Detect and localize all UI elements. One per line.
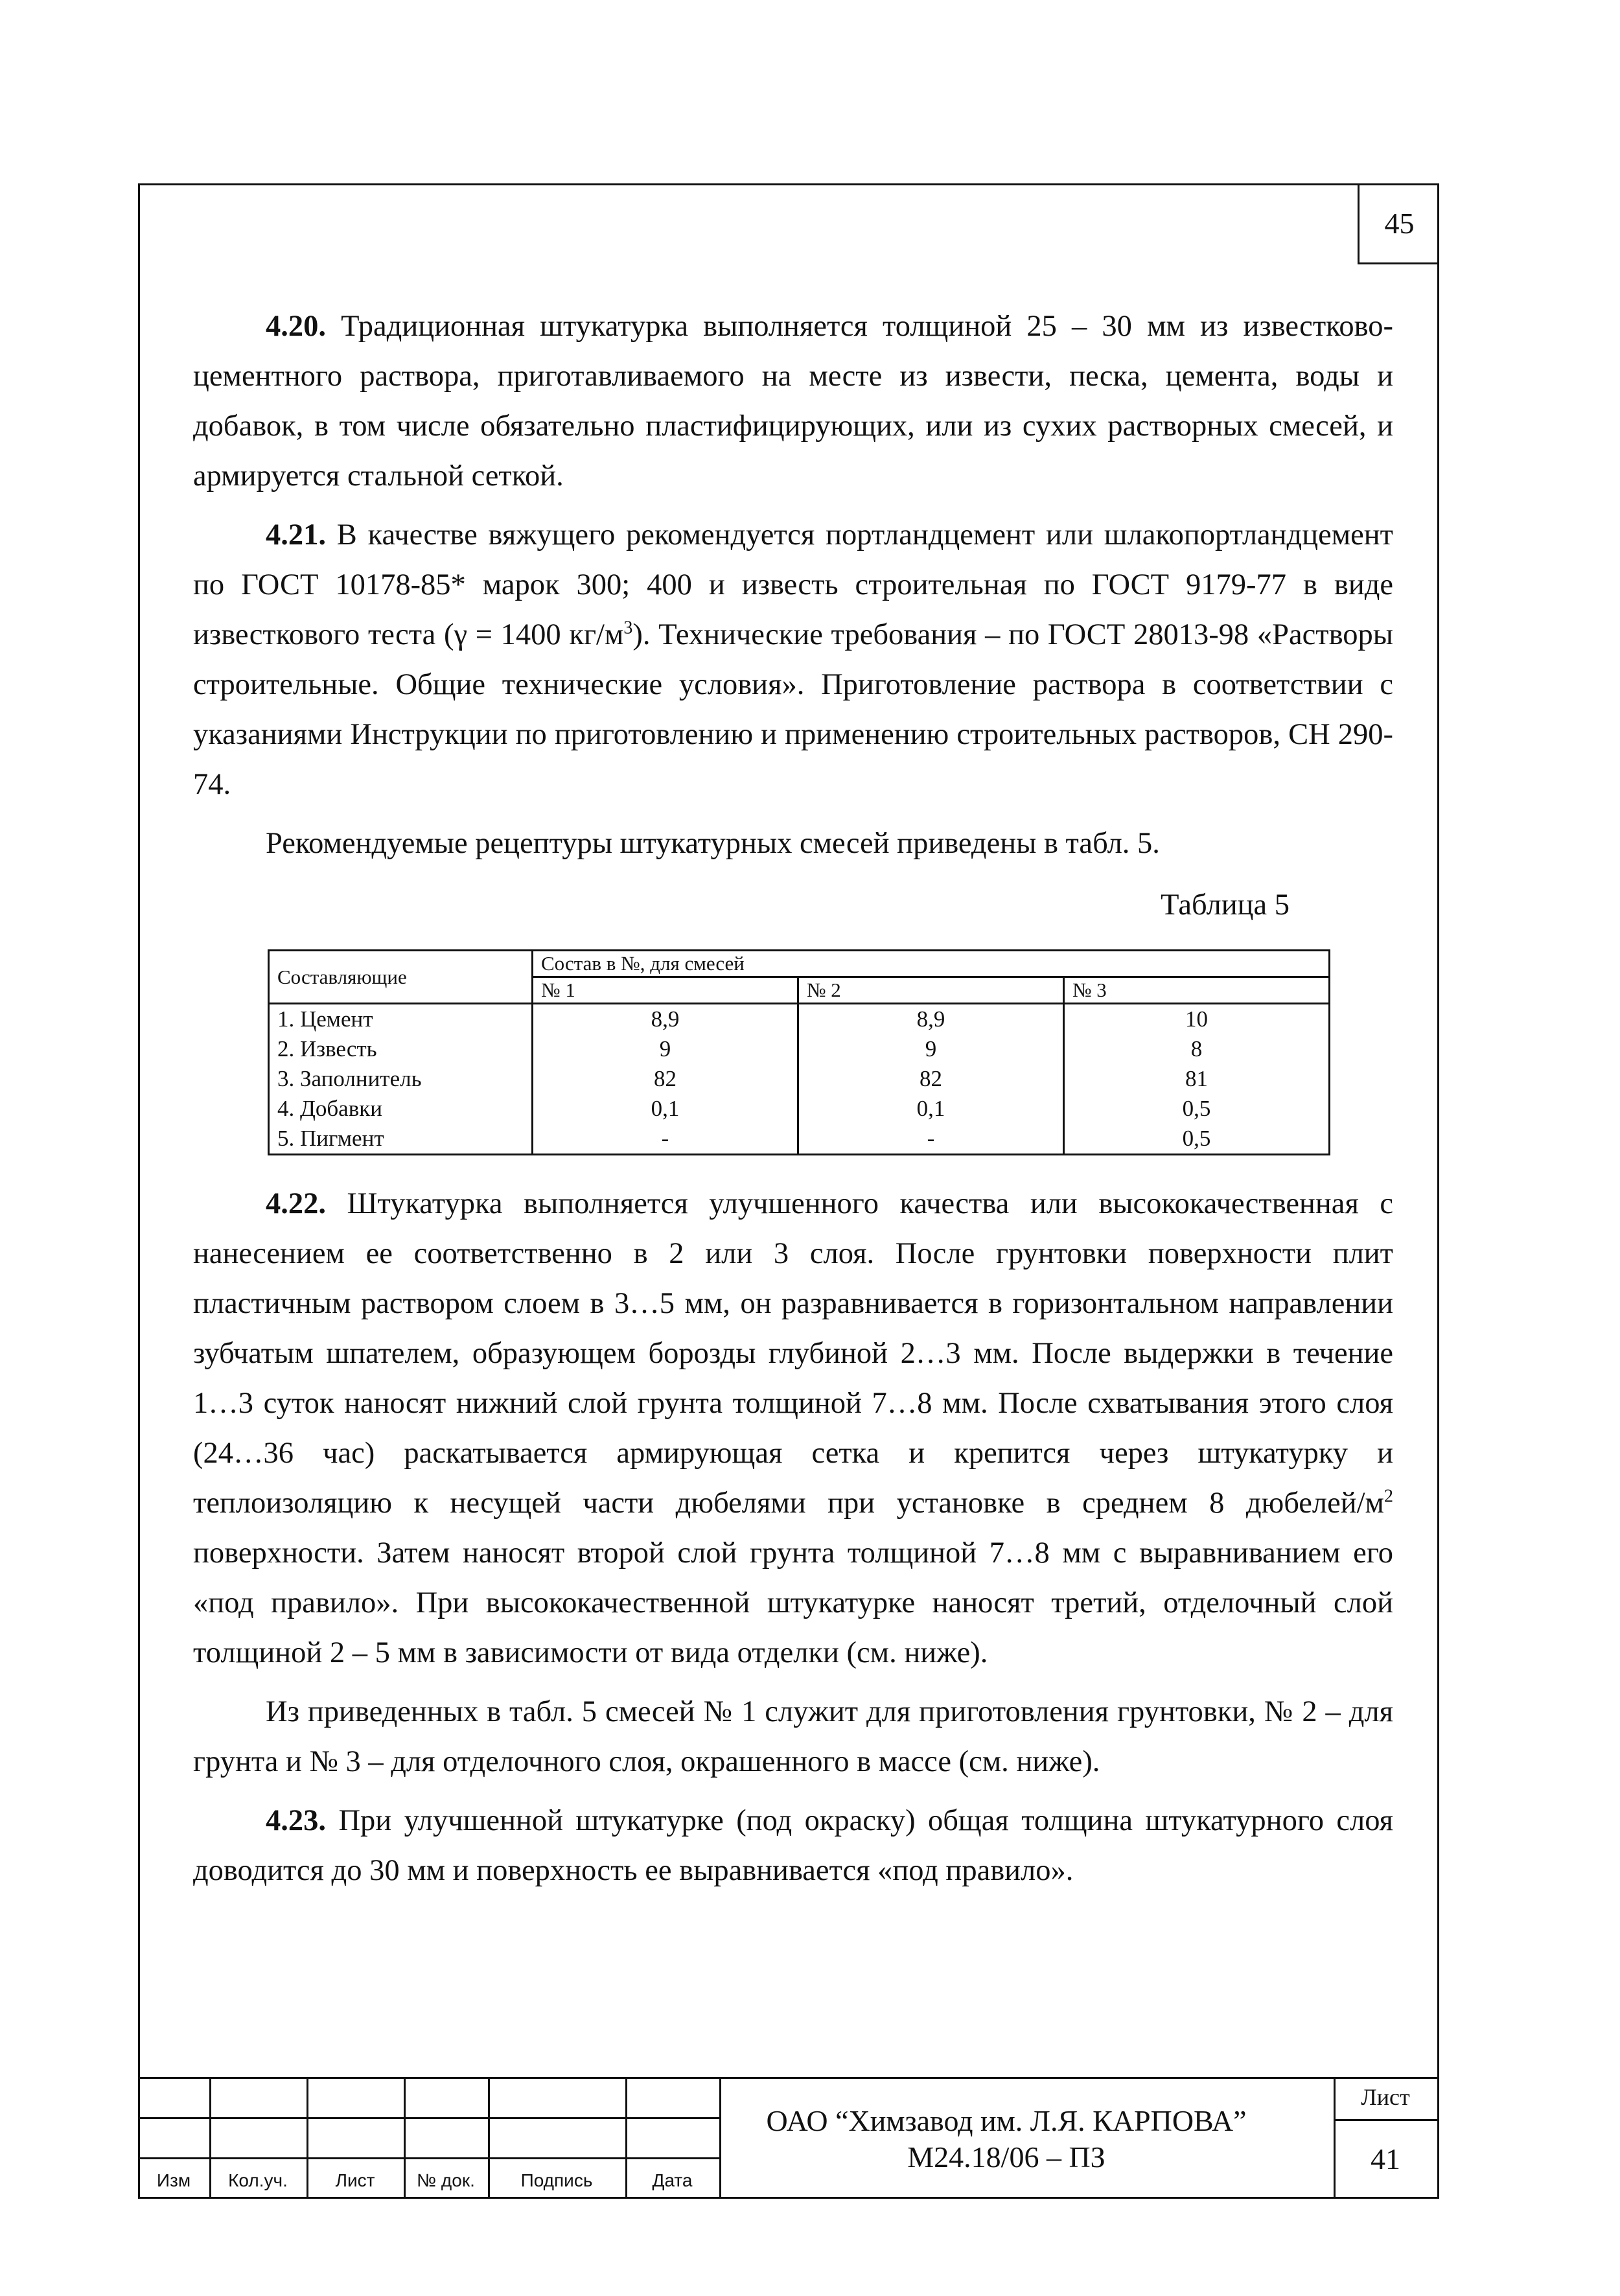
mix-3-value: 0,5: [1063, 1124, 1329, 1155]
paragraph-number: 4.23.: [266, 1804, 326, 1837]
table-header-group: Состав в №, для смесей: [533, 951, 1330, 977]
mix-2-value: 9: [798, 1034, 1063, 1064]
paragraph-mixes: Из приведенных в табл. 5 смесей № 1 служит для приготовления грунтовки, № 2 – для грунта и № 3 – для отделочного слоя, окрашенного в массе (см. ниже).: [193, 1695, 1393, 1778]
stamp-label-kol: Кол.уч.: [228, 2170, 288, 2190]
mix-2-value: 82: [798, 1064, 1063, 1094]
table-caption: Таблица 5: [1161, 888, 1290, 922]
superscript: 2: [1384, 1486, 1393, 1507]
component-name: 3. Заполнитель: [269, 1064, 533, 1094]
mix-3-value: 0,5: [1063, 1094, 1329, 1124]
stamp-line: [138, 2157, 721, 2159]
stamp-label-date: Дата: [652, 2170, 693, 2190]
mix-1-value: -: [533, 1124, 798, 1155]
recipe-table: [268, 949, 1330, 1155]
superscript: 3: [623, 618, 633, 638]
mix-1-value: 82: [533, 1064, 798, 1094]
stamp-label-doc: № док.: [417, 2170, 475, 2190]
component-name: 5. Пигмент: [269, 1124, 533, 1155]
paragraph-number: 4.22.: [266, 1187, 326, 1220]
organization-name: ОАО “Химзавод им. Л.Я. КАРПОВА”: [766, 2104, 1247, 2137]
stamp-line: [1334, 2119, 1439, 2121]
paragraph-number: 4.20.: [266, 310, 326, 343]
paragraph-4-21: [193, 510, 1393, 809]
mix-2-value: 0,1: [798, 1094, 1063, 1124]
paragraph-4-22: [193, 1179, 1393, 1678]
paragraph-4-23: [193, 1796, 1393, 1896]
stamp-line: [138, 2117, 721, 2119]
stamp-label-sign: Подпись: [520, 2170, 593, 2190]
mix-2-value: 8,9: [798, 1004, 1063, 1035]
mix-3-value: 8: [1063, 1034, 1329, 1064]
stamp-line: [138, 2077, 1439, 2079]
table-row: [269, 1064, 1330, 1094]
table-row: [269, 1004, 1330, 1035]
component-name: 2. Известь: [269, 1034, 533, 1064]
mix-1-value: 9: [533, 1034, 798, 1064]
table-header-mix-3: № 3: [1063, 977, 1329, 1004]
page-number: 45: [1358, 183, 1439, 264]
paragraph-text: поверхности. Затем наносят второй слой грунта толщиной 7…8 мм с выравниванием его «под правило». При высококачественной штукатурке наносят третий, отделочный слой толщиной 2 – 5 мм в зависимости от вида отделки (см. ниже).: [193, 1536, 1393, 1669]
component-name: 1. Цемент: [269, 1004, 533, 1035]
paragraph-number: 4.21.: [266, 518, 326, 551]
paragraph-text: При улучшенной штукатурке (под окраску) общая толщина штукатурного слоя доводится до 30 мм и поверхность ее выравнивается «под правило».: [193, 1804, 1394, 1887]
mix-1-value: 0,1: [533, 1094, 798, 1124]
sheet-number: 41: [1371, 2142, 1400, 2175]
table-row: [269, 1094, 1330, 1124]
paragraph-4-20: [193, 301, 1393, 501]
mix-2-value: -: [798, 1124, 1063, 1155]
mix-3-value: 81: [1063, 1064, 1329, 1094]
body-text: [193, 301, 1393, 1896]
stamp-label-izm: Изм: [156, 2170, 191, 2190]
paragraph-text: В качестве вяжущего рекомендуется портландцемент или шлакопортландцемент по ГОСТ 10178-85* марок 300; 400 и известь строительная по ГОСТ 9179-77 в виде известкового теста (γ = 1400 кг/м: [193, 518, 1394, 651]
table-header-mix-1: № 1: [533, 977, 798, 1004]
document-code: М24.18/06 – ПЗ: [907, 2140, 1105, 2174]
table-header-components: Составляющие: [269, 951, 533, 1004]
organization-block: [715, 2103, 1298, 2175]
table-header-mix-2: № 2: [798, 977, 1063, 1004]
stamp-label-list: Лист: [335, 2170, 375, 2190]
table-reference: Рекомендуемые рецептуры штукатурных смесей приведены в табл. 5.: [266, 827, 1160, 860]
paragraph-text: Традиционная штукатурка выполняется толщиной 25 – 30 мм из известково-цементного раствора, приготавливаемого на месте из извести, песка, цемента, воды и добавок, в том числе обязательно пластифицирующих, или из сухих растворных смесей, и армируется стальной сеткой.: [193, 310, 1393, 493]
component-name: 4. Добавки: [269, 1094, 533, 1124]
mix-1-value: 8,9: [533, 1004, 798, 1035]
paragraph-text: Штукатурка выполняется улучшенного качества или высококачественная с нанесением ее соответственно в 2 или 3 слоя. После грунтовки поверхности плит пластичным раствором слоем в 3…5 мм, он разравнивается в горизонтальном направлении зубчатым шпателем, образующем борозды глубиной 2…3 мм. После выдержки в течение 1…3 суток наносят нижний слой грунта толщиной 7…8 мм. После схватывания этого слоя (24…36 час) раскатывается армирующая сетка и крепится через штукатурку и теплоизоляцию к несущей части дюбелями при установке в среднем 8 дюбелей/м: [193, 1187, 1394, 1520]
table-row: [269, 1124, 1330, 1155]
paragraph-text: ). Технические требования – по ГОСТ 28013-98 «Растворы строительные. Общие технические условия». Приготовление раствора в соответствии с указаниями Инструкции по приготовлению и применению строительных растворов, СН 290-74.: [193, 618, 1393, 801]
title-block: [138, 2077, 1439, 2199]
mix-3-value: 10: [1063, 1004, 1329, 1035]
sheet-label: Лист: [1361, 2084, 1410, 2110]
table-row: [269, 1034, 1330, 1064]
